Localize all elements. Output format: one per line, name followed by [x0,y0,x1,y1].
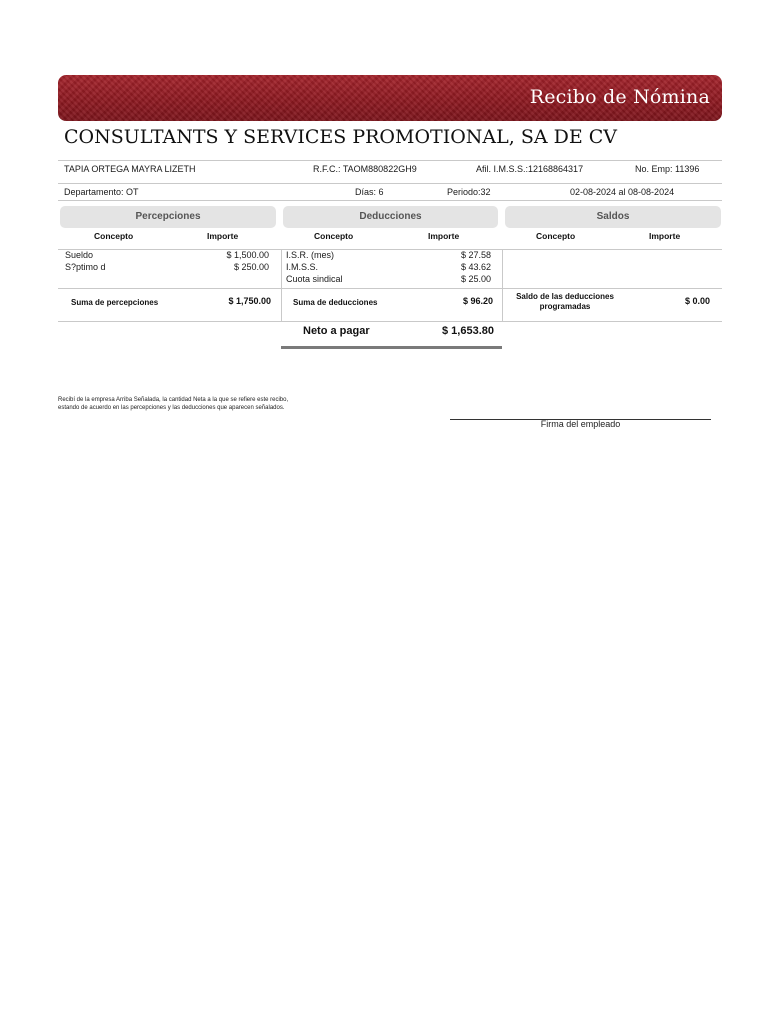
section-deducciones: Deducciones [283,206,498,228]
divider [58,200,722,201]
divider [58,321,722,322]
column-separator [502,249,503,321]
saldo-label [512,292,618,312]
sum-percepciones-value: $ 1,750.00 [228,296,271,306]
document-title: Recibo de Nómina [529,86,710,108]
signature-label: Firma del empleado [540,419,621,429]
divider [58,249,722,250]
divider [58,183,722,184]
saldo-label-line2: programadas [539,302,591,311]
neto-value: $ 1,653.80 [442,325,494,337]
divider [58,160,722,161]
department: Departamento: OT [64,187,139,197]
date-range: 02-08-2024 al 08-08-2024 [570,187,675,197]
deduccion-concepto: I.M.S.S. [286,262,319,272]
period: Periodo:32 [447,187,491,197]
employee-name: TAPIA ORTEGA MAYRA LIZETH [64,164,196,174]
section-percepciones: Percepciones [60,206,276,228]
section-saldos: Saldos [505,206,721,228]
percepcion-concepto: S?ptimo d [65,262,106,272]
days-worked: Días: 6 [355,187,384,197]
employee-rfc: R.F.C.: TAOM880822GH9 [313,164,417,174]
column-header-importe: Importe [428,231,460,241]
column-header-importe: Importe [207,231,239,241]
legal-line: estando de acuerdo en las percepciones y las deducciones que aparecen señalados. [58,405,285,411]
saldo-label-line1: Saldo de las deducciones [516,292,614,301]
percepcion-concepto: Sueldo [65,250,94,260]
column-header-importe: Importe [649,231,681,241]
legal-text [58,396,358,412]
column-header-concepto: Concepto [314,231,354,241]
employee-number: No. Emp: 11396 [635,164,700,174]
neto-label: Neto a pagar [303,325,370,337]
neto-underline [281,346,502,349]
deduccion-importe: $ 25.00 [460,274,491,284]
legal-line: Recibí de la empresa Arriba Señalada, la cantidad Neta a la que se refiere este recibo, [58,397,289,403]
deduccion-importe: $ 27.58 [460,250,491,260]
header-banner [58,75,722,121]
sum-deducciones-label: Suma de deducciones [293,298,378,307]
deduccion-concepto: Cuota sindical [286,274,343,284]
deduccion-importe: $ 43.62 [460,262,491,272]
percepcion-importe: $ 1,500.00 [226,250,269,260]
saldo-value: $ 0.00 [684,296,710,306]
column-header-concepto: Concepto [536,231,576,241]
company-name: CONSULTANTS Y SERVICES PROMOTIONAL, SA DE CV [64,126,618,148]
divider [58,288,722,289]
column-separator [281,249,282,321]
percepcion-importe: $ 250.00 [233,262,269,272]
deduccion-concepto: I.S.R. (mes) [286,250,335,260]
sum-percepciones-label: Suma de percepciones [71,298,159,307]
sum-deducciones-value: $ 96.20 [462,296,493,306]
column-header-concepto: Concepto [94,231,134,241]
employee-imss: Afil. I.M.S.S.:12168864317 [476,164,584,174]
